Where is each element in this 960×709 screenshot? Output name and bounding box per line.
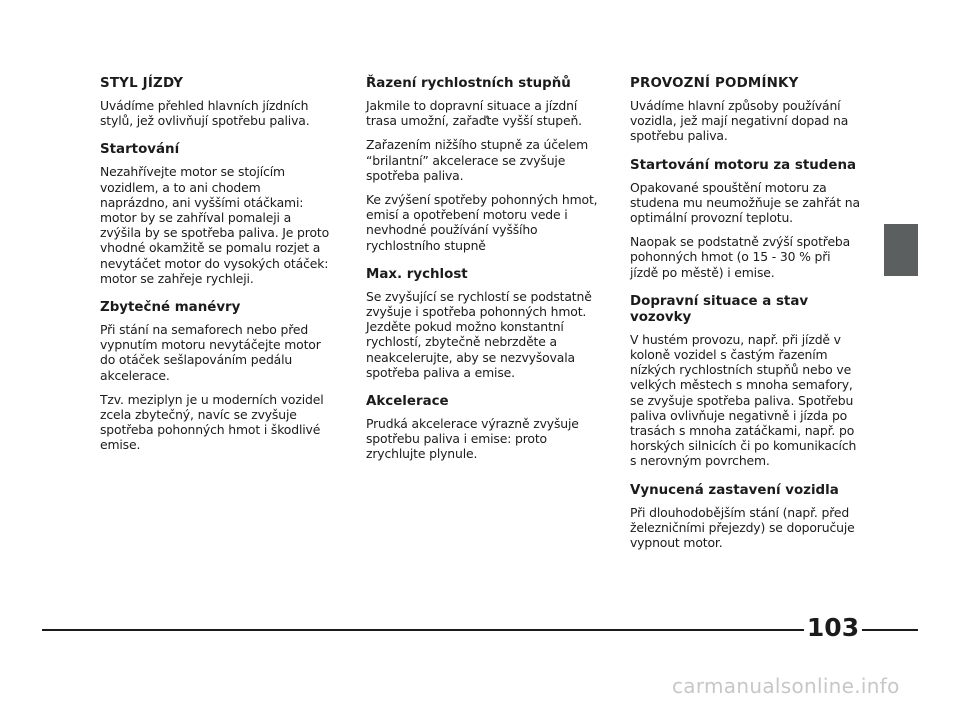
paragraph: Při dlouhodobějším stání (např. před železničními přejezdy) se doporučuje vypnout motor. [630,504,855,551]
section-title-operating-conditions: PROVOZNÍ PODMÍNKY [630,76,799,91]
footer-rule-right [862,629,918,631]
intro-paragraph: Uvádíme hlavní způsoby používání vozidla, jež mají negativní dopad na spotřebu paliva. [630,98,849,144]
heading-gear-shifting: Řazení rychlostních stupňů [366,76,571,91]
heading-max-speed: Max. rychlost [366,266,468,282]
page-number: 103 [806,613,860,642]
paragraph: Tzv. meziplyn je u moderních vozidel zcela zbytečný, navíc se zvyšuje spotřeba pohonných hmot i škodlivé emise. [100,391,324,453]
paragraph: Jakmile to dopravní situace a jízdní trasa umožní, zařaďte vyšší stupeň. [366,98,582,129]
paragraph: Zařazením nižšího stupně za účelem “brilantní” akcelerace se zvyšuje spotřeba paliva. [366,137,589,183]
paragraph: Prudká akcelerace výrazně zvyšuje spotřebu paliva i emise: proto zrychlujte plynule. [366,416,579,462]
footer-rule-left [42,629,804,631]
heading-starting: Startování [100,142,180,158]
paragraph: Ke zvýšení spotřeby pohonných hmot, emisí a opotřebení motoru vede i nevhodné používání vyššího rychlostního stupně [366,192,598,253]
paragraph: Nezahřívejte motor se stojícím vozidlem, a to ani chodem naprázdno, ani vyššími otáčkami: motor by se zahříval pomaleji a zvýšila by se spotřeba paliva. Je proto vhodné okamžitě se pomalu rozjet a nevytáčet motor do vysokých otáček: motor se zahřeje rychleji. [100,164,330,286]
heading-traffic-road-conditions: Dopravní situace a stav vozovky [630,293,809,325]
chapter-tab-marker [884,224,918,276]
heading-cold-start: Startování motoru za studena [630,157,857,173]
column-operating-conditions [630,76,862,559]
paragraph: V hustém provozu, např. při jízdě v koloně vozidel s častým řazením nízkých rychlostních stupňů nebo ve velkých městech s mnoha semafory, se zvyšuje spotřeba paliva. Spotřebu paliva ovlivňuje negativně i jízda po trasách s mnoha zatáčkami, např. po horských silnicích či po komunikacích s nerovným povrchem. [630,331,857,469]
paragraph: Opakované spouštění motoru za studena mu neumožňuje se zahřát na optimální provozní teplotu. [630,179,860,226]
paragraph: Při stání na semaforech nebo před vypnutím motoru nevytáčejte motor do otáček sešlapováním pedálu akcelerace. [100,322,321,383]
section-title-driving-style: STYL JÍZDY [100,76,184,91]
paragraph: Se zvyšující se rychlostí se podstatně zvyšuje i spotřeba pohonných hmot. Jezděte pokud možno konstantní rychlostí, zbytečně nebrzděte a neakcelerujte, aby se nezvyšovala spotřeba paliva a emise. [366,288,592,380]
heading-acceleration: Akcelerace [366,394,449,410]
column-gear-shifting [366,76,598,471]
paragraph: Naopak se podstatně zvýší spotřeba pohonných hmot (o 15 - 30 % při jízdě po městě) i emise. [630,234,851,280]
intro-paragraph: Uvádíme přehled hlavních jízdních stylů, jež ovlivňují spotřebu paliva. [100,98,310,129]
heading-unnecessary-manoeuvres: Zbytečné manévry [100,300,241,316]
heading-forced-stops: Vynucená zastavení vozidla [630,482,839,498]
column-driving-style [100,76,332,462]
watermark: carmanualsonline.info [672,674,900,698]
